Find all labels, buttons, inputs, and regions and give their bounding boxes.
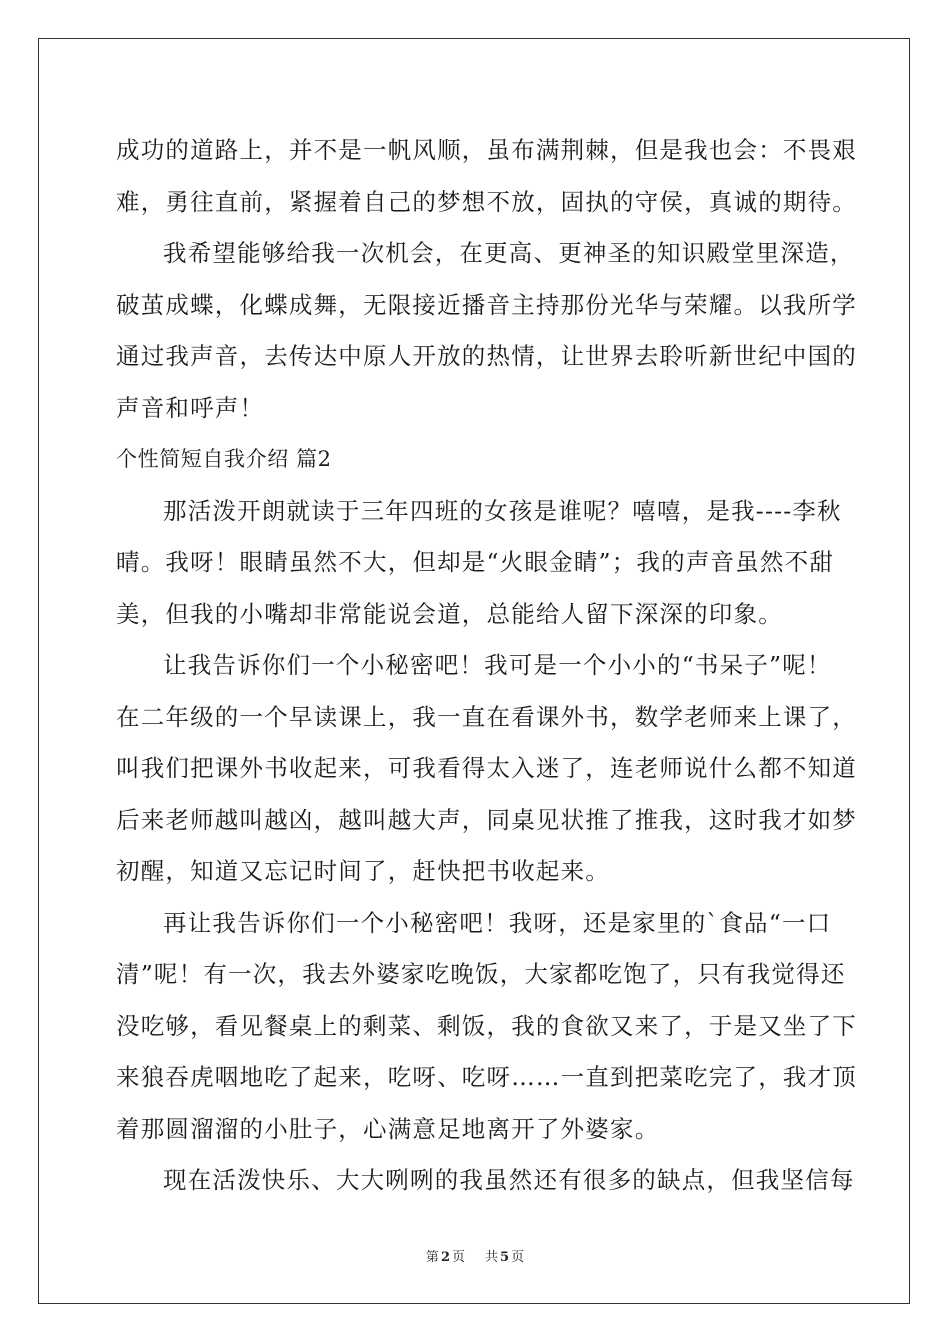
current-page-number: 2 — [440, 1250, 450, 1265]
paragraph-line: 着那圆溜溜的小肚子，心满意足地离开了外婆家。 — [116, 1114, 660, 1143]
paragraph-line: 现在活泼快乐、大大咧咧的我虽然还有很多的缺点，但我坚信每 — [163, 1166, 855, 1194]
paragraph-line: 没吃够，看见餐桌上的剩菜、剩饭，我的食欲又来了，于是又坐了下 — [116, 1011, 857, 1040]
page-label-prefix: 第 — [425, 1250, 439, 1265]
paragraph-line: 难，勇往直前，紧握着自己的梦想不放，固执的守侯，真诚的期待。 — [116, 187, 857, 216]
paragraph-line: 破茧成蝶，化蝶成舞，无限接近播音主持那份光华与荣耀。以我所学 — [116, 290, 857, 319]
total-label-prefix: 共 — [485, 1250, 499, 1265]
paragraph-line: 来狼吞虎咽地吃了起来，吃呀、吃呀……一直到把菜吃完了，我才顶 — [116, 1063, 857, 1091]
paragraph-line: 让我告诉你们一个小秘密吧！我可是一个小小的“书呆子”呢！ — [163, 651, 832, 679]
paragraph-line: 初醒，知道又忘记时间了，赶快把书收起来。 — [116, 857, 610, 885]
paragraph-line: 声音和呼声！ — [116, 393, 265, 422]
paragraph-line: 成功的道路上，并不是一帆风顺，虽布满荆棘，但是我也会：不畏艰 — [116, 136, 857, 164]
paragraph-line: 通过我声音，去传达中原人开放的热情，让世界去聆听新世纪中国的 — [116, 342, 857, 370]
paragraph-line: 再让我告诉你们一个小秘密吧！我呀，还是家里的`食品“一口 — [163, 908, 832, 937]
section-heading: 个性简短自我介绍 篇2 — [116, 447, 332, 471]
paragraph-line: 在二年级的一个早读课上，我一直在看课外书，数学老师来上课了， — [116, 702, 857, 731]
paragraph-line: 那活泼开朗就读于三年四班的女孩是谁呢？嘻嘻，是我----李秋 — [163, 496, 842, 525]
paragraph-line: 清”呢！有一次，我去外婆家吃晚饭，大家都吃饱了，只有我觉得还 — [116, 960, 846, 988]
paragraph-line: 美，但我的小嘴却非常能说会道，总能给人留下深深的印象。 — [116, 599, 783, 628]
total-page-count: 5 — [500, 1250, 510, 1265]
paragraph-line: 晴。我呀！眼睛虽然不大，但却是“火眼金睛”；我的声音虽然不甜 — [116, 548, 835, 576]
paragraph-line: 后来老师越叫越凶，越叫越大声，同桌见状推了推我，这时我才如梦 — [116, 805, 857, 834]
document-body — [116, 128, 857, 1210]
page-label-suffix: 页 — [451, 1250, 465, 1265]
total-label-suffix: 页 — [511, 1250, 525, 1265]
paragraph-line: 叫我们把课外书收起来，可我看得太入迷了，连老师说什么都不知道 — [116, 754, 857, 782]
page-footer — [0, 1246, 950, 1265]
paragraph-line: 我希望能够给我一次机会，在更高、更神圣的知识殿堂里深造， — [163, 239, 855, 267]
